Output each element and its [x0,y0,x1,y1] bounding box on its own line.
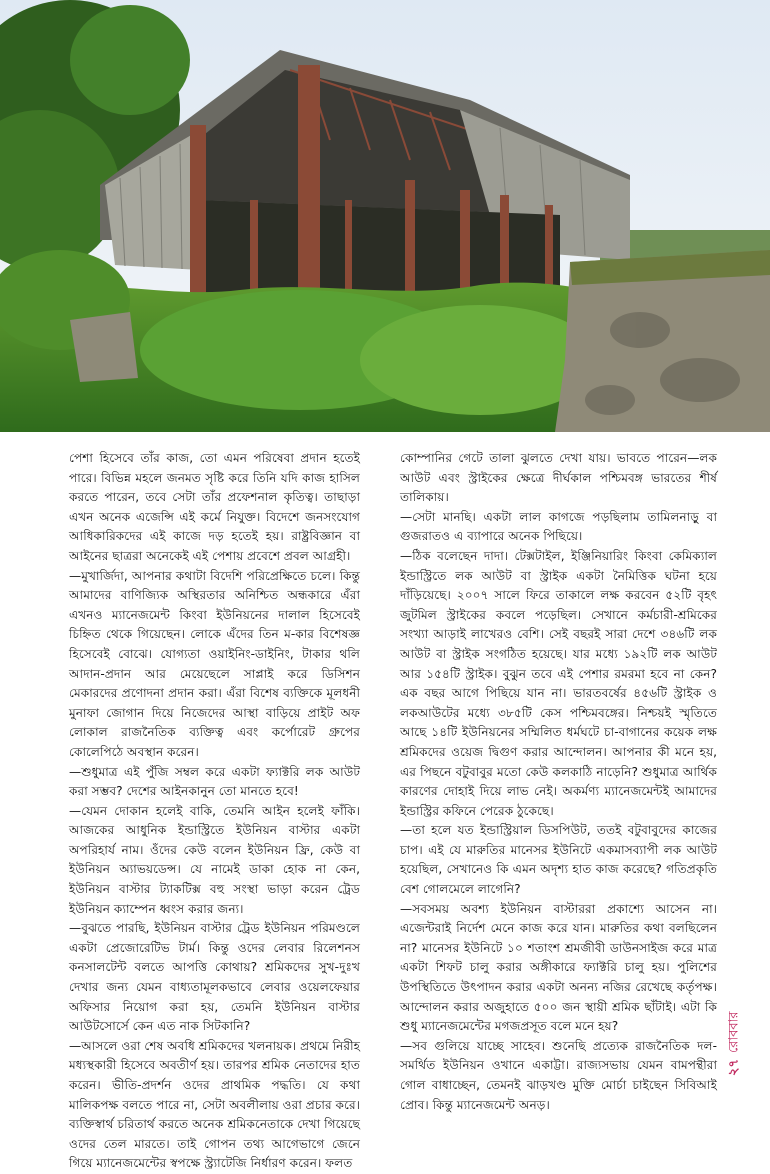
article-left-column [69,449,360,1174]
paragraph: —মুখার্জিদা, আপনার কথাটা বিদেশি পরিপ্রেক্ষিতে চলে। কিন্তু আমাদের বাণিজ্যিক অস্থিরতার অনিশ্চিত অন্ধকারে এঁরা এখনও ম্যানেজমেন্ট কিংবা ইউনিয়নের দালাল হিসেবেই চিহ্নিত থেকে গিয়েছেন। লোকে এঁদের তিন ম-কার বিশেষজ্ঞ হিসেবেই বোঝে। যোগ্যতা ওয়াইনিং-ডাইনিং, টাকার থলি আদান-প্রদান আর মেয়েছেলে সাপ্লাই করে ডিসিশন মেকারদের প্রণোদনা প্রদান করা। এঁরা বিশেষ ব্যক্তিকে মূলধনী মুনাফা জোগান দিয়ে নিজেদের আস্থা বাড়িয়ে প্রাইট অফ লোকাল রাজনৈতিক ব্যক্তিত্ব এবং কর্পোরেট গ্রুপের কোলেপিঠে অবস্থান করেন। [69,568,360,759]
paragraph: —সব গুলিয়ে যাচ্ছে সাহেব। শুনেছি প্রত্যেক রাজনৈতিক দল-সমর্থিত ইউনিয়ন ওখানে একাট্টা। রাজ্যসভায় যেমন বামপন্থীরা গোল বাধাচ্ছেন, তেমনই ঝাড়খণ্ড মুক্তি মোর্চা চাইছেন সিবিআই প্রোব। কিন্তু ম্যানেজমেন্ট অনড়। [400,1038,717,1112]
paragraph: —ঠিক বলেছেন দাদা। টেক্সটাইল, ইঞ্জিনিয়ারিং কিংবা কেমিক্যাল ইন্ডাস্ট্রিতে লক আউট বা স্ট্রাইক একটা নৈমিত্তিক ঘটনা হয়ে দাঁড়িয়েছে। ২০০৭ সালে ফিরে তাকালে লক্ষ করবেন ৫২টি বৃহৎ জুটমিল স্ট্রাইকের কবলে পড়েছিল। সেখানে কর্মচারী-শ্রমিকের সংখ্যা আড়াই লাখেরও বেশি। সেই বছরই সারা দেশে ৩৪৬টি লক আউট বা স্ট্রাইক সংগঠিত হয়েছে। যার মধ্যে ১৯২টি লক আউট আর ১৫৪টি স্ট্রাইক। বুঝুন তবে এই পেশার রমরমা হবে না কেন? এক বছর আগে পিছিয়ে যান না। ভারতবর্ষের ৪৫৬টি স্ট্রাইক ও লকআউটের মধ্যে ৩৮৫টি কেস পশ্চিমবঙ্গের। নিশ্চয়ই স্মৃতিতে আছে ১৪টি ইউনিয়নের সম্মিলিত ধর্মঘটে চা-বাগানের কয়েক লক্ষ শ্রমিকদের ওয়েজ দ্বিগুণ করার আন্দোলন। আপনার কী মনে হয়, এর পিছনে বটুবাবুর মতো কেউ কলকাঠি নাড়েনি? শুধুমাত্র আর্থিক কারণের দোহাই দিয়ে লাভ নেই। অকর্মণ্য ম্যানেজমেন্টই আমাদের ইন্ডাস্ট্রির কফিনে পেরেক ঠুকেছে। [400,548,717,818]
article-right-column [400,449,717,1115]
factory-photo [0,0,770,432]
paragraph: —বুঝতে পারছি, ইউনিয়ন বাস্টার ট্রেড ইউনিয়ন পরিমণ্ডলে একটা প্রেজোরেটিভ টার্ম। কিন্তু ওদের লেবার রিলেশনস কনসালটেন্ট বলতে আপত্তি কোথায়? শ্রমিকদের সুখ-দুঃখ দেখার জন্য যেমন বাধ্যতামূলকভাবে লেবার ওয়েলফেয়ার অফিসার নিয়োগ করা হয়, তেমনি ইউনিয়ন বাস্টার আউটসোর্সে কেন এত নাক সিটকানি? [69,921,360,1034]
page-number: ২৭ [726,1059,742,1076]
publication-name: রোববার [726,1011,742,1054]
paragraph: —আসলে ওরা শেষ অবধি শ্রমিকদের খলনায়ক। প্রথমে নিরীহ মধ্যস্থকারী হিসেবে অবতীর্ণ হয়। তারপর শ্রমিক নেতাদের হাত করেন। ভীতি-প্রদর্শন ওদের প্রাথমিক পদ্ধতি। যে কথা মালিকপক্ষ বলতে পারে না, সেটা অবলীলায় ওরা প্রচার করে। ব্যক্তিস্বার্থ চরিতার্থ করতে অনেক শ্রমিকনেতাকে দেখা গিয়েছে ওদের তেল মারতে। তাই গোপন তথ্য আগেভাগে জেনে গিয়ে ম্যানেজমেন্টের স্বপক্ষে স্ট্র্যাটেজি নির্ধারণ করেন। ফলত [69,1038,361,1171]
paragraph: —সবসময় অবশ্য ইউনিয়ন বাস্টাররা প্রকাশ্যে আসেন না। এজেন্টরাই নির্দেশ মেনে কাজ করে যান। মারুতির কথা বলছিলেন না? মানেসর ইউনিটে ১০ শতাংশ শ্রমজীবী ডাউনসাইজ করে মাত্র একটা শিফট চালু করার অঙ্গীকারে ফ্যাক্টরি চালু হয়। পুলিশের উপস্থিতিতে উৎপাদন করার একটা অনন্য নজির রেখেছে কর্তৃপক্ষ। আন্দোলন করার অজুহাতে ৫০০ জন স্থায়ী শ্রমিক ছাঁটাই। এটা কি শুধু ম্যানেজমেন্টের মগজপ্রসূত বলে মনে হয়? [400,901,717,1034]
paragraph: —তা হলে যত ইন্ডাস্ট্রিয়াল ডিসপিউট, ততই বটুবাবুদের কাজের চাপ। এই যে মারুতির মানেসর ইউনিটে একমাসব্যাপী লক আউট হয়েছিল, সেখানেও কি এমন অদৃশ্য হাত কাজ করেছে? গতিপ্রকৃতি বেশ গোলমেলে লাগেনি? [400,823,717,897]
paragraph: —যেমন দোকান হলেই বাকি, তেমনি আইন হলেই ফাঁকি। আজকের আধুনিক ইন্ডাস্ট্রিতে ইউনিয়ন বাস্টার একটা অপরিহার্য নাম। ওঁদের কেউ বলেন ইউনিয়ন ফ্রি, কেউ বা ইউনিয়ন অ্যাভয়ডেন্স। যে নামেই ডাকা হোক না কেন, ইউনিয়ন বাস্টার ট্যাকটিক্স বহু সংস্থা ভাড়া করেন ট্রেড ইউনিয়ন ক্যাম্পেন ধ্বংস করার জন্য। [69,803,360,916]
paragraph: —শুধুমাত্র এই পুঁজি সম্বল করে একটা ফ্যাক্টরি লক আউট করা সম্ভব? দেশের আইনকানুন তো মানতে হবে! [69,764,360,799]
paragraph: পেশা হিসেবে তাঁর কাজ, তো এমন পরিষেবা প্রদান হতেই পারে। বিভিন্ন মহলে জনমত সৃষ্টি করে তিনি যদি কাজ হাসিল করতে পারেন, তবে সেটা তাঁর প্রফেশনাল কৃতিত্ব। তাছাড়া এখন অনেক এজেন্সি এই কর্মে নিযুক্ত। বিদেশে জনসংযোগ আধিকারিকদের এই কাজে দড় হতেই হয়। রাষ্ট্রবিজ্ঞান বা আইনের ছাত্ররা অনেকেই এই পেশায় প্রবেশে প্রবল আগ্রহী। [69,451,360,563]
paragraph: —সেটা মানছি। একটা লাল কাগজে পড়ছিলাম তামিলনাড়ু বা গুজরাতও এ ব্যাপারে অনেক পিছিয়ে। [400,509,717,544]
abandoned-factory-shed-photo [0,0,770,432]
page-footer [722,1010,748,1076]
paragraph: কোম্পানির গেটে তালা ঝুলতে দেখা যায়। ভাবতে পারেন—লক আউট এবং স্ট্রাইকের ক্ষেত্রে দীর্ঘকাল পশ্চিমবঙ্গ ভারতের শীর্ষ তালিকায়। [400,451,717,505]
